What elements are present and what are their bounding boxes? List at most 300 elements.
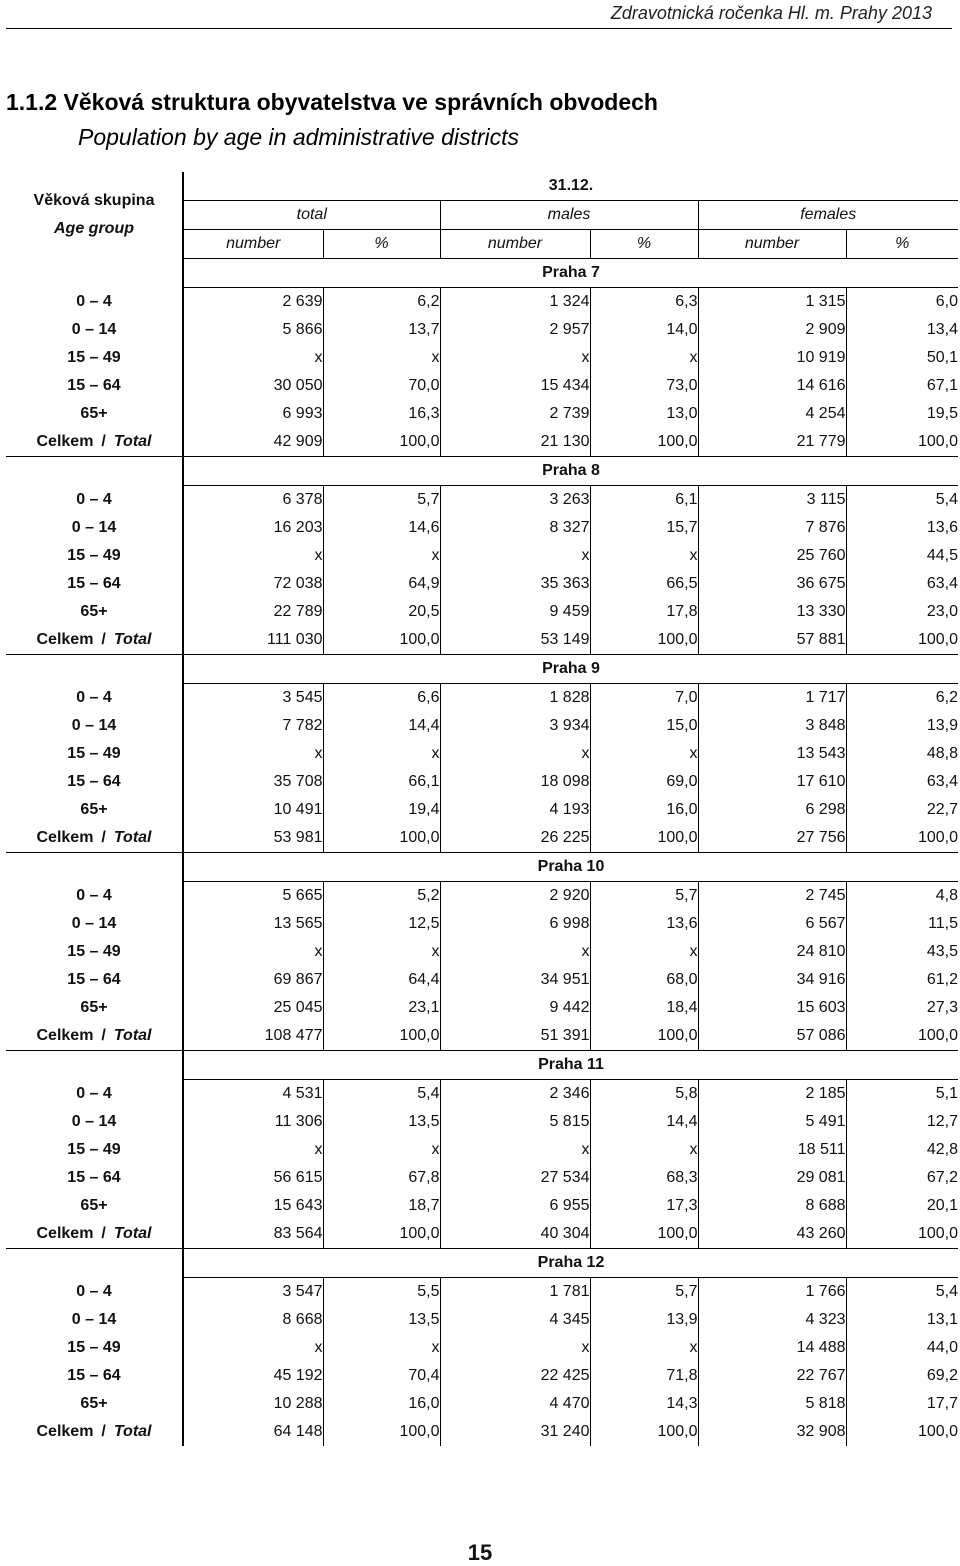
table-row: [6, 288, 958, 317]
table-cell: 45 192: [273, 1367, 323, 1384]
total-label: [6, 1418, 183, 1446]
table-cell: 25 760: [698, 542, 846, 570]
sub-header-total-percent: %: [323, 230, 440, 259]
district-name: Praha 10: [183, 853, 958, 882]
table-cell: 6,6: [323, 684, 440, 713]
total-label-cz: Celkem: [36, 1423, 94, 1440]
district-header-row: [6, 259, 958, 288]
table-cell: 30 050: [273, 377, 323, 394]
total-cell: 64 148: [273, 1423, 323, 1440]
total-cell: 100,0: [590, 1220, 698, 1249]
age-group-label: 15 – 49: [6, 740, 183, 768]
table-cell: 2 920: [440, 882, 590, 911]
table-cell: 6 378: [282, 491, 323, 508]
district-label-cell: [6, 1051, 183, 1080]
total-cell: 27 756: [698, 824, 846, 853]
table-cell: 5,7: [590, 882, 698, 911]
district-name: Praha 9: [183, 655, 958, 684]
table-cell: 22,7: [846, 796, 958, 824]
total-cell: 43 260: [698, 1220, 846, 1249]
table-cell: 6 567: [698, 910, 846, 938]
table-row: [6, 514, 958, 542]
total-label-cz: Celkem: [36, 433, 94, 450]
age-group-label: 15 – 49: [6, 344, 183, 372]
table-cell: 20,1: [846, 1192, 958, 1220]
table-cell: 13,6: [590, 910, 698, 938]
table-cell: 6 993: [282, 405, 323, 422]
total-cell: 100,0: [590, 428, 698, 457]
age-group-label: 15 – 64: [6, 768, 183, 796]
sub-header-females-percent: %: [846, 230, 958, 259]
table-cell: 17,8: [590, 598, 698, 626]
table-cell: 4 193: [440, 796, 590, 824]
total-cell: 100,0: [323, 824, 440, 853]
age-group-label: 15 – 64: [6, 966, 183, 994]
table-cell: 14 488: [698, 1334, 846, 1362]
table-cell: x: [590, 542, 698, 570]
table-cell: 3 934: [440, 712, 590, 740]
table-cell: 4,8: [846, 882, 958, 911]
table-cell: x: [440, 938, 590, 966]
table-cell: 23,0: [846, 598, 958, 626]
table-row: [6, 1080, 958, 1109]
total-cell: 53 149: [440, 626, 590, 655]
table-cell: 15 434: [440, 372, 590, 400]
table-cell: x: [323, 1334, 440, 1362]
table-cell: 44,0: [846, 1334, 958, 1362]
table-row: [6, 598, 958, 626]
table-cell: 18 098: [440, 768, 590, 796]
table-cell: 64,4: [323, 966, 440, 994]
table-cell: 13,4: [846, 316, 958, 344]
total-row: [6, 1418, 958, 1446]
table-cell: 72 038: [273, 575, 323, 592]
table-cell: 50,1: [846, 344, 958, 372]
table-cell: 15 643: [273, 1197, 323, 1214]
table-cell: 2 185: [698, 1080, 846, 1109]
table-cell: 8 688: [698, 1192, 846, 1220]
table-cell: 63,4: [846, 570, 958, 598]
table-cell: 66,1: [323, 768, 440, 796]
age-group-label: 15 – 49: [6, 542, 183, 570]
table-cell: x: [314, 349, 323, 366]
age-group-header: [6, 172, 183, 259]
table-cell: 2 739: [440, 400, 590, 428]
table-cell: 11,5: [846, 910, 958, 938]
total-label-separator: /: [101, 631, 106, 648]
age-group-label: 65+: [6, 1192, 183, 1220]
total-label-separator: /: [101, 1027, 106, 1044]
table-row: [6, 1164, 958, 1192]
table-row: [6, 966, 958, 994]
age-group-label: 65+: [6, 400, 183, 428]
total-cell: 21 779: [698, 428, 846, 457]
page-subtitle: Population by age in administrative districts: [78, 124, 520, 150]
table-cell: 25 045: [273, 999, 323, 1016]
total-label: [6, 428, 183, 457]
date-header: 31.12.: [183, 172, 958, 201]
age-group-label: 0 – 4: [6, 486, 183, 515]
table-cell: x: [440, 1334, 590, 1362]
total-label: [6, 626, 183, 655]
table-cell: 13 543: [698, 740, 846, 768]
table-cell: 61,2: [846, 966, 958, 994]
table-cell: 70,4: [323, 1362, 440, 1390]
table-cell: 14,6: [323, 514, 440, 542]
table-cell: 68,0: [590, 966, 698, 994]
district-name: Praha 11: [183, 1051, 958, 1080]
table-cell: 5 815: [440, 1108, 590, 1136]
table-cell: 44,5: [846, 542, 958, 570]
table-cell: 8 668: [282, 1311, 323, 1328]
table-cell: 10 491: [273, 801, 323, 818]
district-header-row: [6, 853, 958, 882]
total-cell: 32 908: [698, 1418, 846, 1446]
total-label-en: Total: [113, 433, 152, 450]
age-group-label: 65+: [6, 796, 183, 824]
table-row: [6, 1390, 958, 1418]
district-label-cell: [6, 259, 183, 288]
table-cell: 16,3: [323, 400, 440, 428]
age-group-label: 65+: [6, 994, 183, 1022]
running-header: Zdravotnická ročenka Hl. m. Prahy 2013: [610, 3, 932, 23]
table-cell: 56 615: [273, 1169, 323, 1186]
table-cell: 6,2: [846, 684, 958, 713]
table-cell: 2 909: [698, 316, 846, 344]
header-rule: [6, 28, 952, 29]
sub-header-females-number: number: [698, 230, 846, 259]
population-table: [6, 172, 958, 1446]
table-cell: 29 081: [698, 1164, 846, 1192]
table-row: [6, 740, 958, 768]
table-row: [6, 1334, 958, 1362]
age-group-label: 0 – 4: [6, 1278, 183, 1307]
table-cell: 20,5: [323, 598, 440, 626]
table-cell: 73,0: [590, 372, 698, 400]
total-label-en: Total: [113, 1225, 152, 1242]
table-cell: 5,8: [590, 1080, 698, 1109]
table-cell: 18 511: [698, 1136, 846, 1164]
age-group-label: 15 – 64: [6, 1362, 183, 1390]
total-cell: 31 240: [440, 1418, 590, 1446]
total-label-cz: Celkem: [36, 631, 94, 648]
table-cell: x: [314, 745, 323, 762]
age-group-label: 0 – 14: [6, 910, 183, 938]
table-row: [6, 344, 958, 372]
table-cell: 13,0: [590, 400, 698, 428]
total-label-cz: Celkem: [36, 829, 94, 846]
table-cell: 18,7: [323, 1192, 440, 1220]
total-cell: 111 030: [183, 626, 323, 655]
table-cell: 5,7: [323, 486, 440, 515]
table-row: [6, 938, 958, 966]
age-group-label: 0 – 14: [6, 1306, 183, 1334]
total-cell: 100,0: [846, 428, 958, 457]
total-cell: 100,0: [323, 1220, 440, 1249]
table-cell: 6 998: [440, 910, 590, 938]
table-cell: 3 848: [698, 712, 846, 740]
table-cell: 69 867: [273, 971, 323, 988]
table-cell: 3 547: [282, 1283, 323, 1300]
table-cell: 64,9: [323, 570, 440, 598]
table-cell: 4 254: [698, 400, 846, 428]
table-cell: 5,5: [323, 1278, 440, 1307]
table-cell: 13,1: [846, 1306, 958, 1334]
district-name: Praha 12: [183, 1249, 958, 1278]
district-label-cell: [6, 457, 183, 486]
age-group-label: 15 – 64: [6, 372, 183, 400]
table-cell: x: [440, 542, 590, 570]
total-cell: 100,0: [846, 1022, 958, 1051]
district-label-cell: [6, 1249, 183, 1278]
total-cell: 100,0: [323, 626, 440, 655]
table-cell: x: [590, 1334, 698, 1362]
table-cell: x: [590, 344, 698, 372]
table-cell: 1 828: [440, 684, 590, 713]
district-label-cell: [6, 655, 183, 684]
total-cell: 100,0: [323, 428, 440, 457]
total-label-cz: Celkem: [36, 1027, 94, 1044]
table-cell: 22 425: [440, 1362, 590, 1390]
table-cell: 16 203: [273, 519, 323, 536]
age-group-label: 15 – 49: [6, 938, 183, 966]
table-cell: 43,5: [846, 938, 958, 966]
district-name: Praha 7: [183, 259, 958, 288]
table-row: [6, 542, 958, 570]
table-cell: 6,1: [590, 486, 698, 515]
table-cell: 1 781: [440, 1278, 590, 1307]
sub-header-total-number: number: [183, 230, 323, 259]
table-cell: 10 288: [273, 1395, 323, 1412]
table-cell: 5,4: [846, 486, 958, 515]
table-cell: 27 534: [440, 1164, 590, 1192]
table-cell: 17,7: [846, 1390, 958, 1418]
total-label-separator: /: [101, 1423, 106, 1440]
district-label-cell: [6, 853, 183, 882]
table-cell: 34 916: [698, 966, 846, 994]
table-cell: 1 315: [698, 288, 846, 317]
table-cell: 68,3: [590, 1164, 698, 1192]
table-cell: 27,3: [846, 994, 958, 1022]
table-cell: 2 346: [440, 1080, 590, 1109]
group-header-males: males: [440, 201, 698, 230]
table-cell: 13,7: [323, 316, 440, 344]
table-cell: x: [314, 1339, 323, 1356]
total-label: [6, 1022, 183, 1051]
age-group-label: 0 – 4: [6, 1080, 183, 1109]
table-cell: 5 665: [282, 887, 323, 904]
table-row: [6, 570, 958, 598]
table-row: [6, 1192, 958, 1220]
table-cell: 13 565: [273, 915, 323, 932]
total-cell: 42 909: [183, 428, 323, 457]
total-cell: 100,0: [846, 1220, 958, 1249]
age-group-label: 0 – 4: [6, 684, 183, 713]
table-cell: 70,0: [323, 372, 440, 400]
total-cell: 100,0: [590, 1022, 698, 1051]
total-cell: 100,0: [323, 1418, 440, 1446]
table-cell: 14,3: [590, 1390, 698, 1418]
table-cell: 14,0: [590, 316, 698, 344]
table-cell: 5,4: [323, 1080, 440, 1109]
table-cell: 4 531: [282, 1085, 323, 1102]
total-cell: 57 881: [698, 626, 846, 655]
table-row: [6, 372, 958, 400]
table-cell: x: [440, 740, 590, 768]
table-row: [6, 1108, 958, 1136]
table-cell: 14 616: [698, 372, 846, 400]
table-cell: 69,0: [590, 768, 698, 796]
table-cell: x: [323, 740, 440, 768]
total-cell: 26 225: [440, 824, 590, 853]
total-cell: 21 130: [440, 428, 590, 457]
age-group-header-cz: Věková skupina: [33, 192, 155, 210]
table-cell: x: [323, 542, 440, 570]
table-cell: 12,7: [846, 1108, 958, 1136]
table-cell: 4 345: [440, 1306, 590, 1334]
total-label-cz: Celkem: [36, 1225, 94, 1242]
sub-header-males-percent: %: [590, 230, 698, 259]
age-group-label: 65+: [6, 598, 183, 626]
table-cell: x: [440, 1136, 590, 1164]
table-cell: 3 263: [440, 486, 590, 515]
total-label: [6, 1220, 183, 1249]
table-cell: 5,1: [846, 1080, 958, 1109]
table-row: [6, 910, 958, 938]
table-cell: 13 330: [698, 598, 846, 626]
table-row: [6, 316, 958, 344]
table-cell: 1 717: [698, 684, 846, 713]
table-cell: 4 470: [440, 1390, 590, 1418]
table-cell: 19,5: [846, 400, 958, 428]
table-cell: 5 491: [698, 1108, 846, 1136]
table-cell: 15,7: [590, 514, 698, 542]
table-cell: 16,0: [323, 1390, 440, 1418]
table-cell: x: [314, 547, 323, 564]
table-cell: x: [440, 344, 590, 372]
table-cell: x: [314, 1141, 323, 1158]
total-row: [6, 1022, 958, 1051]
table-cell: 48,8: [846, 740, 958, 768]
district-header-row: [6, 457, 958, 486]
district-header-row: [6, 655, 958, 684]
table-cell: 15 603: [698, 994, 846, 1022]
table-cell: 11 306: [274, 1113, 323, 1130]
table-cell: 5 818: [698, 1390, 846, 1418]
table-row: [6, 882, 958, 911]
table-row: [6, 1362, 958, 1390]
group-header-females: females: [698, 201, 958, 230]
table-cell: 17 610: [698, 768, 846, 796]
table-cell: 5,4: [846, 1278, 958, 1307]
table-cell: 1 324: [440, 288, 590, 317]
table-cell: 15,0: [590, 712, 698, 740]
header-row-date: [6, 172, 958, 201]
table-row: [6, 684, 958, 713]
total-row: [6, 1220, 958, 1249]
table-cell: 7 782: [282, 717, 323, 734]
table-cell: 34 951: [440, 966, 590, 994]
total-cell: 57 086: [698, 1022, 846, 1051]
total-cell: 100,0: [590, 824, 698, 853]
table-row: [6, 796, 958, 824]
table-cell: x: [590, 938, 698, 966]
total-cell: 51 391: [440, 1022, 590, 1051]
age-group-label: 0 – 14: [6, 712, 183, 740]
table-cell: 63,4: [846, 768, 958, 796]
age-group-label: 0 – 4: [6, 882, 183, 911]
table-cell: 16,0: [590, 796, 698, 824]
table-row: [6, 994, 958, 1022]
total-cell: 53 981: [183, 824, 323, 853]
table-cell: 9 442: [440, 994, 590, 1022]
table-cell: 9 459: [440, 598, 590, 626]
total-label-separator: /: [101, 829, 106, 846]
district-header-row: [6, 1051, 958, 1080]
table-cell: 7 876: [698, 514, 846, 542]
table-row: [6, 1136, 958, 1164]
table-cell: 13,6: [846, 514, 958, 542]
district-name: Praha 8: [183, 457, 958, 486]
table-cell: 24 810: [698, 938, 846, 966]
table-cell: 13,9: [590, 1306, 698, 1334]
total-label: [6, 824, 183, 853]
table-cell: 8 327: [440, 514, 590, 542]
group-header-total: total: [183, 201, 440, 230]
table-row: [6, 768, 958, 796]
table-cell: 67,8: [323, 1164, 440, 1192]
table-cell: 2 639: [282, 293, 323, 310]
table-cell: 35 363: [440, 570, 590, 598]
age-group-label: 15 – 49: [6, 1136, 183, 1164]
table-row: [6, 712, 958, 740]
age-group-label: 65+: [6, 1390, 183, 1418]
table-cell: 6,0: [846, 288, 958, 317]
table-cell: 67,2: [846, 1164, 958, 1192]
table-cell: x: [590, 1136, 698, 1164]
table-cell: 6,3: [590, 288, 698, 317]
total-label-en: Total: [113, 631, 152, 648]
table-cell: 18,4: [590, 994, 698, 1022]
table-cell: 23,1: [323, 994, 440, 1022]
age-group-label: 0 – 4: [6, 288, 183, 317]
sub-header-males-number: number: [440, 230, 590, 259]
total-row: [6, 824, 958, 853]
table-cell: 2 745: [698, 882, 846, 911]
table-cell: 5,2: [323, 882, 440, 911]
total-label-en: Total: [113, 829, 152, 846]
age-group-label: 15 – 64: [6, 570, 183, 598]
table-cell: 67,1: [846, 372, 958, 400]
table-row: [6, 1278, 958, 1307]
total-cell: 100,0: [846, 824, 958, 853]
table-cell: 1 766: [698, 1278, 846, 1307]
table-cell: 42,8: [846, 1136, 958, 1164]
table-cell: 71,8: [590, 1362, 698, 1390]
age-group-label: 0 – 14: [6, 316, 183, 344]
table-cell: 14,4: [323, 712, 440, 740]
total-cell: 100,0: [590, 1418, 698, 1446]
table-cell: 22 789: [273, 603, 323, 620]
table-cell: x: [590, 740, 698, 768]
table-cell: x: [323, 344, 440, 372]
total-cell: 40 304: [440, 1220, 590, 1249]
table-cell: 22 767: [698, 1362, 846, 1390]
age-group-label: 15 – 49: [6, 1334, 183, 1362]
table-cell: 5 866: [282, 321, 323, 338]
table-cell: 4 323: [698, 1306, 846, 1334]
table-cell: 36 675: [698, 570, 846, 598]
